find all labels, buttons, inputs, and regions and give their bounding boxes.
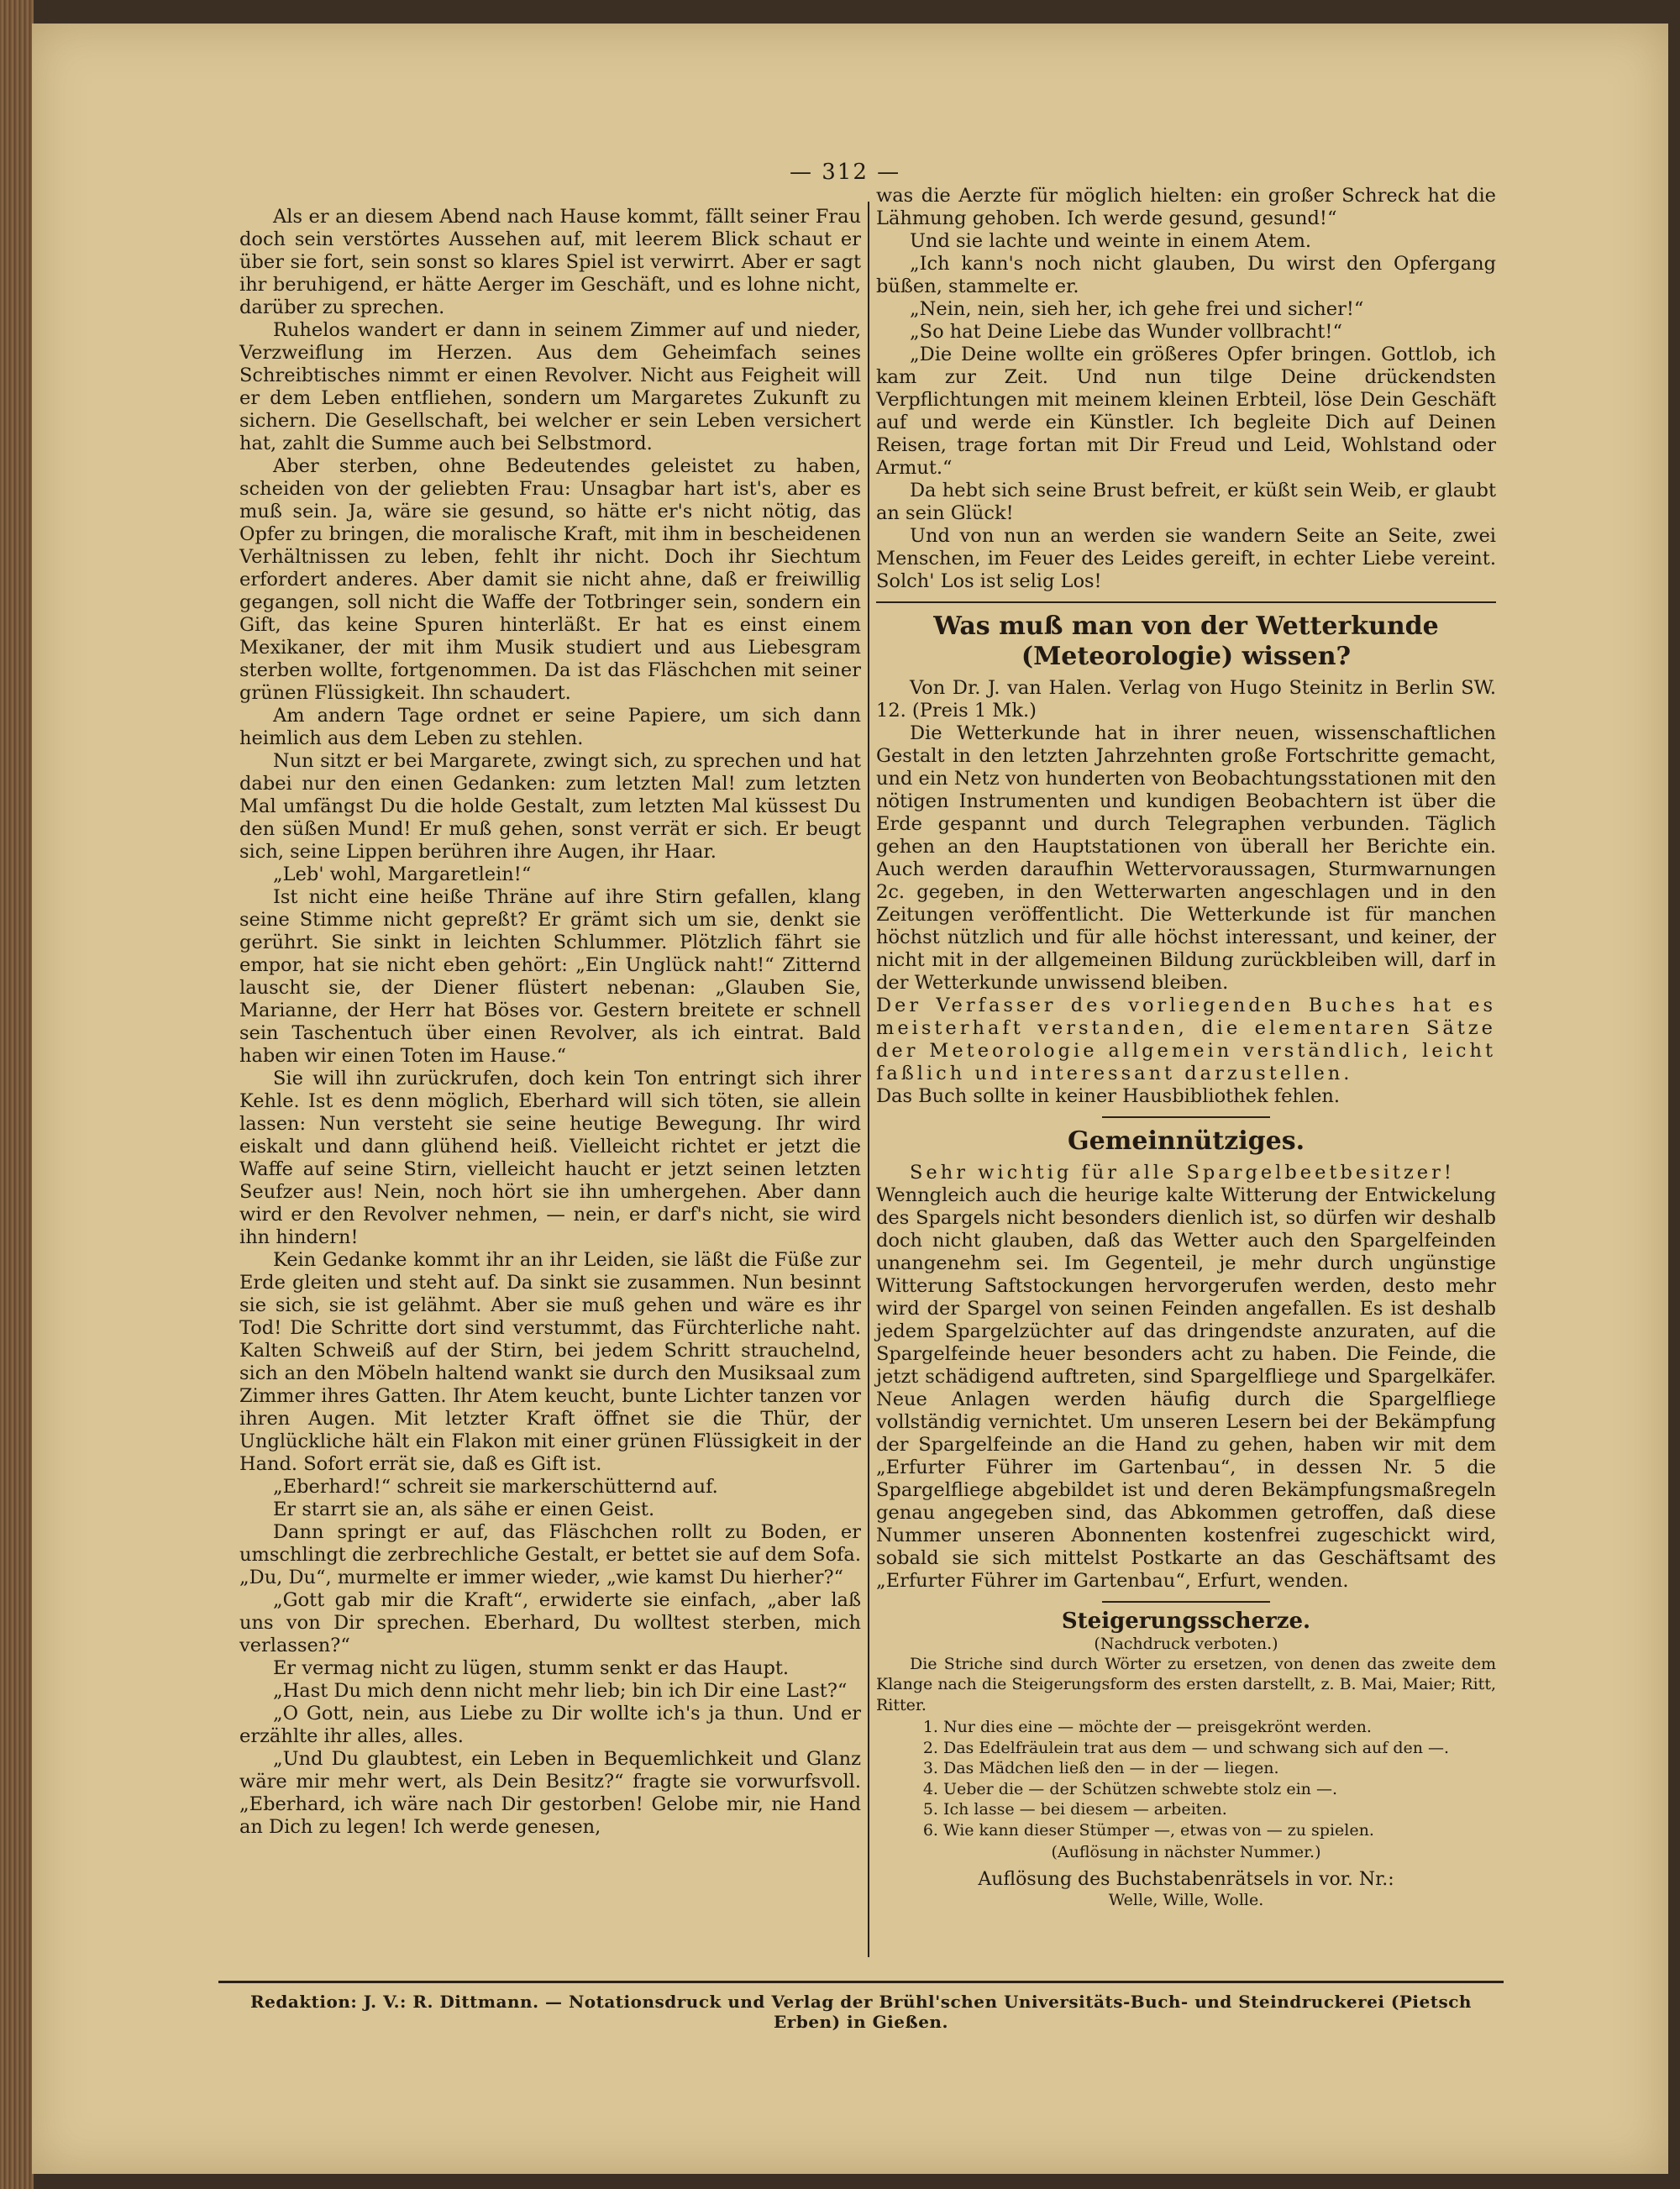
story-paragraph: Aber sterben, ohne Bedeutendes geleistet zu haben, scheiden von der geliebten Frau: Unsagbar hart ist's, aber es muß sein. Ja, wäre sie gesund, so hätte er's nicht nötig, das Opfer zu bringen, die moralische Kraft, mit ihm in bescheidenen Verhältnissen zu leben, fehlt ihr nicht. Doch ihr Siechtum erfordert anderes. Aber damit sie nicht ahne, daß er freiwillig gegangen, soll nicht die Waffe der Totbringer sein, sondern ein Gift, das keine Spuren hinterläßt. Er hat es einst einem Mexikaner, der mit ihm Musik studiert und aus Liebesgram sterben wollte, fortgenommen. Da ist das Fläschchen mit seiner grünen Flüssigkeit. Ihn schaudert. bbox=[239, 455, 861, 704]
left-column bbox=[239, 206, 861, 1839]
weather-emphasis: Der Verfasser des vorliegenden Buches hat es meisterhaft verstanden, die elementaren Sätze der Meteorologie allgemein verständlich, leicht faßlich und interessant darzustellen. bbox=[876, 995, 1496, 1084]
puzzle-item: 2. Das Edelfräulein trat aus dem — und schwang sich auf den —. bbox=[943, 1738, 1496, 1759]
story-paragraph: „Die Deine wollte ein größeres Opfer bringen. Gottlob, ich kam zur Zeit. Und nun tilge Deine drückendsten Verpflichtungen mit meinem kleinen Erbteil, löse Dein Geschäft auf und werde ein Künstler. Ich begleite Dich auf Deinen Reisen, trage fortan mit Dir Freud und Leid, Wohlstand oder Armut.“ bbox=[876, 344, 1496, 479]
story-paragraph: „Nein, nein, sieh her, ich gehe frei und sicher!“ bbox=[910, 298, 1364, 320]
book-spine-edge bbox=[0, 0, 34, 2189]
puzzle-item: 4. Ueber die — der Schützen schwebte stolz ein —. bbox=[943, 1779, 1496, 1800]
puzzle-item: 1. Nur dies eine — möchte der — preisgekrönt werden. bbox=[943, 1717, 1496, 1738]
imprint-footer: Redaktion: J. V.: R. Dittmann. — Notationsdruck und Verlag der Brühl'schen Universitäts-Buch- und Steindruckerei (Pietsch Erben) in Gießen. bbox=[218, 1981, 1504, 2032]
right-column bbox=[876, 185, 1496, 1911]
story-paragraph: Ist nicht eine heiße Thräne auf ihre Stirn gefallen, klang seine Stimme nicht gepreßt? Er grämt sich um sie, denkt sie gerührt. Sie sinkt in leichten Schlummer. Plötzlich fährt sie empor, hat sie nicht eben gehört: „Ein Unglück naht!“ Zitternd lauscht sie, der Diener flüstert nebenan: „Glauben Sie, Marianne, der Herr hat Böses vor. Gestern breitete er schnell sein Taschentuch über einen Revolver, als ich eintrat. Bald haben wir einen Toten im Hause.“ bbox=[239, 886, 861, 1067]
story-paragraph: „O Gott, nein, aus Liebe zu Dir wollte ich's ja thun. Und er erzählte ihr alles, alles. bbox=[239, 1703, 861, 1747]
puzzle-heading: Steigerungsscherze. bbox=[1061, 1609, 1311, 1634]
section-rule bbox=[876, 601, 1496, 603]
gemein-lead: Sehr wichtig für alle Spargelbeetbesitzer! bbox=[910, 1162, 1455, 1184]
puzzle-list bbox=[943, 1717, 1496, 1840]
story-paragraph: Ruhelos wandert er dann in seinem Zimmer auf und nieder, Verzweiflung im Herzen. Aus dem Geheimfach seines Schreibtisches nimmt er einen Revolver. Nicht aus Feigheit will er dem Leben entfliehen, sondern um Margaretes Zukunft zu sichern. Die Gesellschaft, bei welcher er sein Leben versichert hat, zahlt die Summe auch bei Selbstmord. bbox=[239, 319, 861, 454]
section-rule bbox=[1102, 1116, 1270, 1118]
puzzle-item: 3. Das Mädchen ließ den — in der — liegen. bbox=[943, 1758, 1496, 1779]
story-paragraph: „Gott gab mir die Kraft“, erwiderte sie einfach, „aber laß uns von Dir sprechen. Eberhard, Du wolltest sterben, mich verlassen?“ bbox=[239, 1589, 861, 1656]
story-paragraph: „Hast Du mich denn nicht mehr lieb; bin ich Dir eine Last?“ bbox=[273, 1680, 848, 1702]
story-paragraph: Er starrt sie an, als sähe er einen Geist. bbox=[273, 1499, 655, 1520]
story-paragraph: „Leb' wohl, Margaretlein!“ bbox=[273, 864, 532, 885]
puzzle-solution-note: (Auflösung in nächster Nummer.) bbox=[1051, 1843, 1321, 1861]
story-paragraph: „Ich kann's noch nicht glauben, Du wirst den Opfergang büßen, stammelte er. bbox=[876, 253, 1496, 297]
story-paragraph: „Eberhard!“ schreit sie markerschütternd auf. bbox=[273, 1476, 718, 1498]
puzzle-item: 5. Ich lasse — bei diesem — arbeiten. bbox=[943, 1799, 1496, 1820]
story-paragraph: „Und Du glaubtest, ein Leben in Bequemlichkeit und Glanz wäre mir mehr wert, als Dein Besitz?“ fragte sie vorwurfsvoll. „Eberhard, ich wäre nach Dir gestorben! Gelobe mir, nie Hand an Dich zu legen! Ich werde genesen, bbox=[239, 1748, 861, 1838]
puzzle-intro: Die Striche sind durch Wörter zu ersetzen, von denen das zweite dem Klange nach die Steigerungsform des ersten darstellt, z. B. Mai, Maier; Ritt, Ritter. bbox=[876, 1654, 1496, 1714]
story-paragraph: Am andern Tage ordnet er seine Papiere, um sich dann heimlich aus dem Leben zu stehlen. bbox=[239, 705, 861, 749]
story-paragraph: „So hat Deine Liebe das Wunder vollbracht!“ bbox=[910, 321, 1342, 343]
weather-byline: Von Dr. J. van Halen. Verlag von Hugo Steinitz in Berlin SW. 12. (Preis 1 Mk.) bbox=[876, 677, 1496, 722]
puzzle-note: (Nachdruck verboten.) bbox=[1094, 1634, 1278, 1653]
story-paragraph: Da hebt sich seine Brust befreit, er küßt sein Weib, er glaubt an sein Glück! bbox=[876, 480, 1496, 524]
story-paragraph: Er vermag nicht zu lügen, stumm senkt er das Haupt. bbox=[273, 1657, 790, 1679]
story-paragraph: was die Aerzte für möglich hielten: ein großer Schreck hat die Lähmung gehoben. Ich werde gesund, gesund!“ bbox=[876, 185, 1496, 229]
story-paragraph: Als er an diesem Abend nach Hause kommt, fällt seiner Frau doch sein verstörtes Aussehen auf, mit leerem Blick schaut er über sie fort, sein sonst so klares Spiel ist verwirrt. Aber er sagt ihr beruhigend, er hätte Aerger im Geschäft, und es lohne nicht, darüber zu sprechen. bbox=[239, 206, 861, 318]
column-divider bbox=[868, 202, 869, 1957]
puzzle-section bbox=[876, 1611, 1496, 1911]
gemein-heading: Gemeinnütziges. bbox=[1067, 1126, 1305, 1156]
story-paragraph: Dann springt er auf, das Fläschchen rollt zu Boden, er umschlingt die zerbrechliche Gestalt, er bettet sie auf dem Sofa. „Du, Du“, murmelte er immer wieder, „wie kamst Du hierher?“ bbox=[239, 1521, 861, 1588]
previous-solution-answer: Welle, Wille, Wolle. bbox=[1108, 1891, 1264, 1909]
puzzle-item: 6. Wie kann dieser Stümper —, etwas von — zu spielen. bbox=[943, 1820, 1496, 1841]
story-paragraph: Nun sitzt er bei Margarete, zwingt sich, zu sprechen und hat dabei nur den einen Gedanken: zum letzten Mal! zum letzten Mal umfängst Du die holde Gestalt, zum letzten Mal küssest Du den süßen Mund! Er muß gehen, sonst verrät er sich. Er beugt sich, seine Lippen berühren ihre Augen, ihr Haar. bbox=[239, 750, 861, 863]
previous-solution-label: Auflösung des Buchstabenrätsels in vor. Nr.: bbox=[978, 1868, 1394, 1890]
gemein-body: Wenngleich auch die heurige kalte Witterung der Entwickelung des Spargels nicht besonders dienlich ist, so dürfen wir deshalb doch nicht glauben, daß das Wetter auch den Spargelfeinden unangenehm sei. Im Gegenteil, je mehr durch ungünstige Witterung Saftstockungen hervorgerufen werden, desto mehr wird der Spargel von seinen Feinden angefallen. Es ist deshalb jedem Spargelzüchter auf das dringendste anzuraten, auf die Spargelfeinde heuer besonders acht zu haben. Die Feinde, die jetzt schädigend auftreten, sind Spargelfliege und Spargelkäfer. Neue Anlagen werden häufig durch die Spargelfliege vollständig vernichtet. Um unseren Lesern bei der Bekämpfung der Spargelfeinde an die Hand zu gehen, haben wir mit dem „Erfurter Führer im Gartenbau“, in dessen Nr. 5 die Spargelfliege abgebildet ist und deren Bekämpfungsmaßregeln genau angegeben sind, das Abkommen getroffen, daß diese Nummer unseren Abonnenten kostenfrei zugeschickt wird, sobald sie sich mittelst Postkarte an das Geschäftsamt des „Erfurter Führer im Gartenbau“, Erfurt, wenden. bbox=[876, 1184, 1496, 1592]
section-rule bbox=[1102, 1601, 1270, 1603]
weather-body: Die Wetterkunde hat in ihrer neuen, wissenschaftlichen Gestalt in den letzten Jahrzehnten große Fortschritte gemacht, und ein Netz von hunderten von Beobachtungsstationen mit den nötigen Instrumenten und kundigen Beobachtern ist über die Erde gespannt und durch Telegraphen verbunden. Täglich gehen an den Hauptstationen von überall her Berichte ein. Auch werden daraufhin Wettervoraussagen, Sturmwarnungen 2c. gegeben, in den Wetterwarten angeschlagen und in den Zeitungen veröffentlicht. Die Wetterkunde ist für manchen höchst nützlich und für alle höchst interessant, und keiner, der nicht mit in der allgemeinen Bildung zurückbleiben will, darf in der Wetterkunde unwissend bleiben. bbox=[876, 722, 1496, 994]
weather-heading: Was muß man von der Wetterkunde (Meteorologie) wissen? bbox=[933, 612, 1439, 671]
page-number: — 312 — bbox=[790, 160, 901, 185]
story-paragraph: Kein Gedanke kommt ihr an ihr Leiden, sie läßt die Füße zur Erde gleiten und steht auf. Da sinkt sie zusammen. Nun besinnt sie sich, sie ist gelähmt. Aber sie muß gehen und wäre es ihr Tod! Die Schritte dort sind verstummt, das Fürchterliche naht. Kalten Schweiß auf der Stirn, bei jedem Schritt strauchelnd, sich an den Möbeln haltend wankt sie durch den Musiksaal zum Zimmer ihres Gatten. Ihr Atem keucht, bunte Lichter tanzen vor ihren Augen. Mit letzter Kraft öffnet sie die Thür, der Unglückliche hält ein Flakon mit einer grünen Flüssigkeit in der Hand. Sofort errät sie, daß es Gift ist. bbox=[239, 1249, 861, 1475]
weather-tail: Das Buch sollte in keiner Hausbibliothek fehlen. bbox=[876, 1085, 1341, 1107]
story-paragraph: Sie will ihn zurückrufen, doch kein Ton entringt sich ihrer Kehle. Ist es denn möglich, Eberhard will sich töten, sie allein lassen: Nun versteht sie seine heutige Bewegung. Ihr wird eiskalt und dann glühend heiß. Vielleicht richtet er jetzt die Waffe auf seine Stirn, vielleicht haucht er jetzt seinen letzten Seufzer aus! Nein, noch hört sie ihn umhergehen. Aber dann wird er den Revolver nehmen, — nein, er darf's nicht, sie wird ihn hindern! bbox=[239, 1068, 861, 1248]
story-paragraph: Und von nun an werden sie wandern Seite an Seite, zwei Menschen, im Feuer des Leides gereift, in echter Liebe vereint. Solch' Los ist selig Los! bbox=[876, 525, 1496, 592]
story-paragraph: Und sie lachte und weinte in einem Atem. bbox=[910, 230, 1312, 252]
